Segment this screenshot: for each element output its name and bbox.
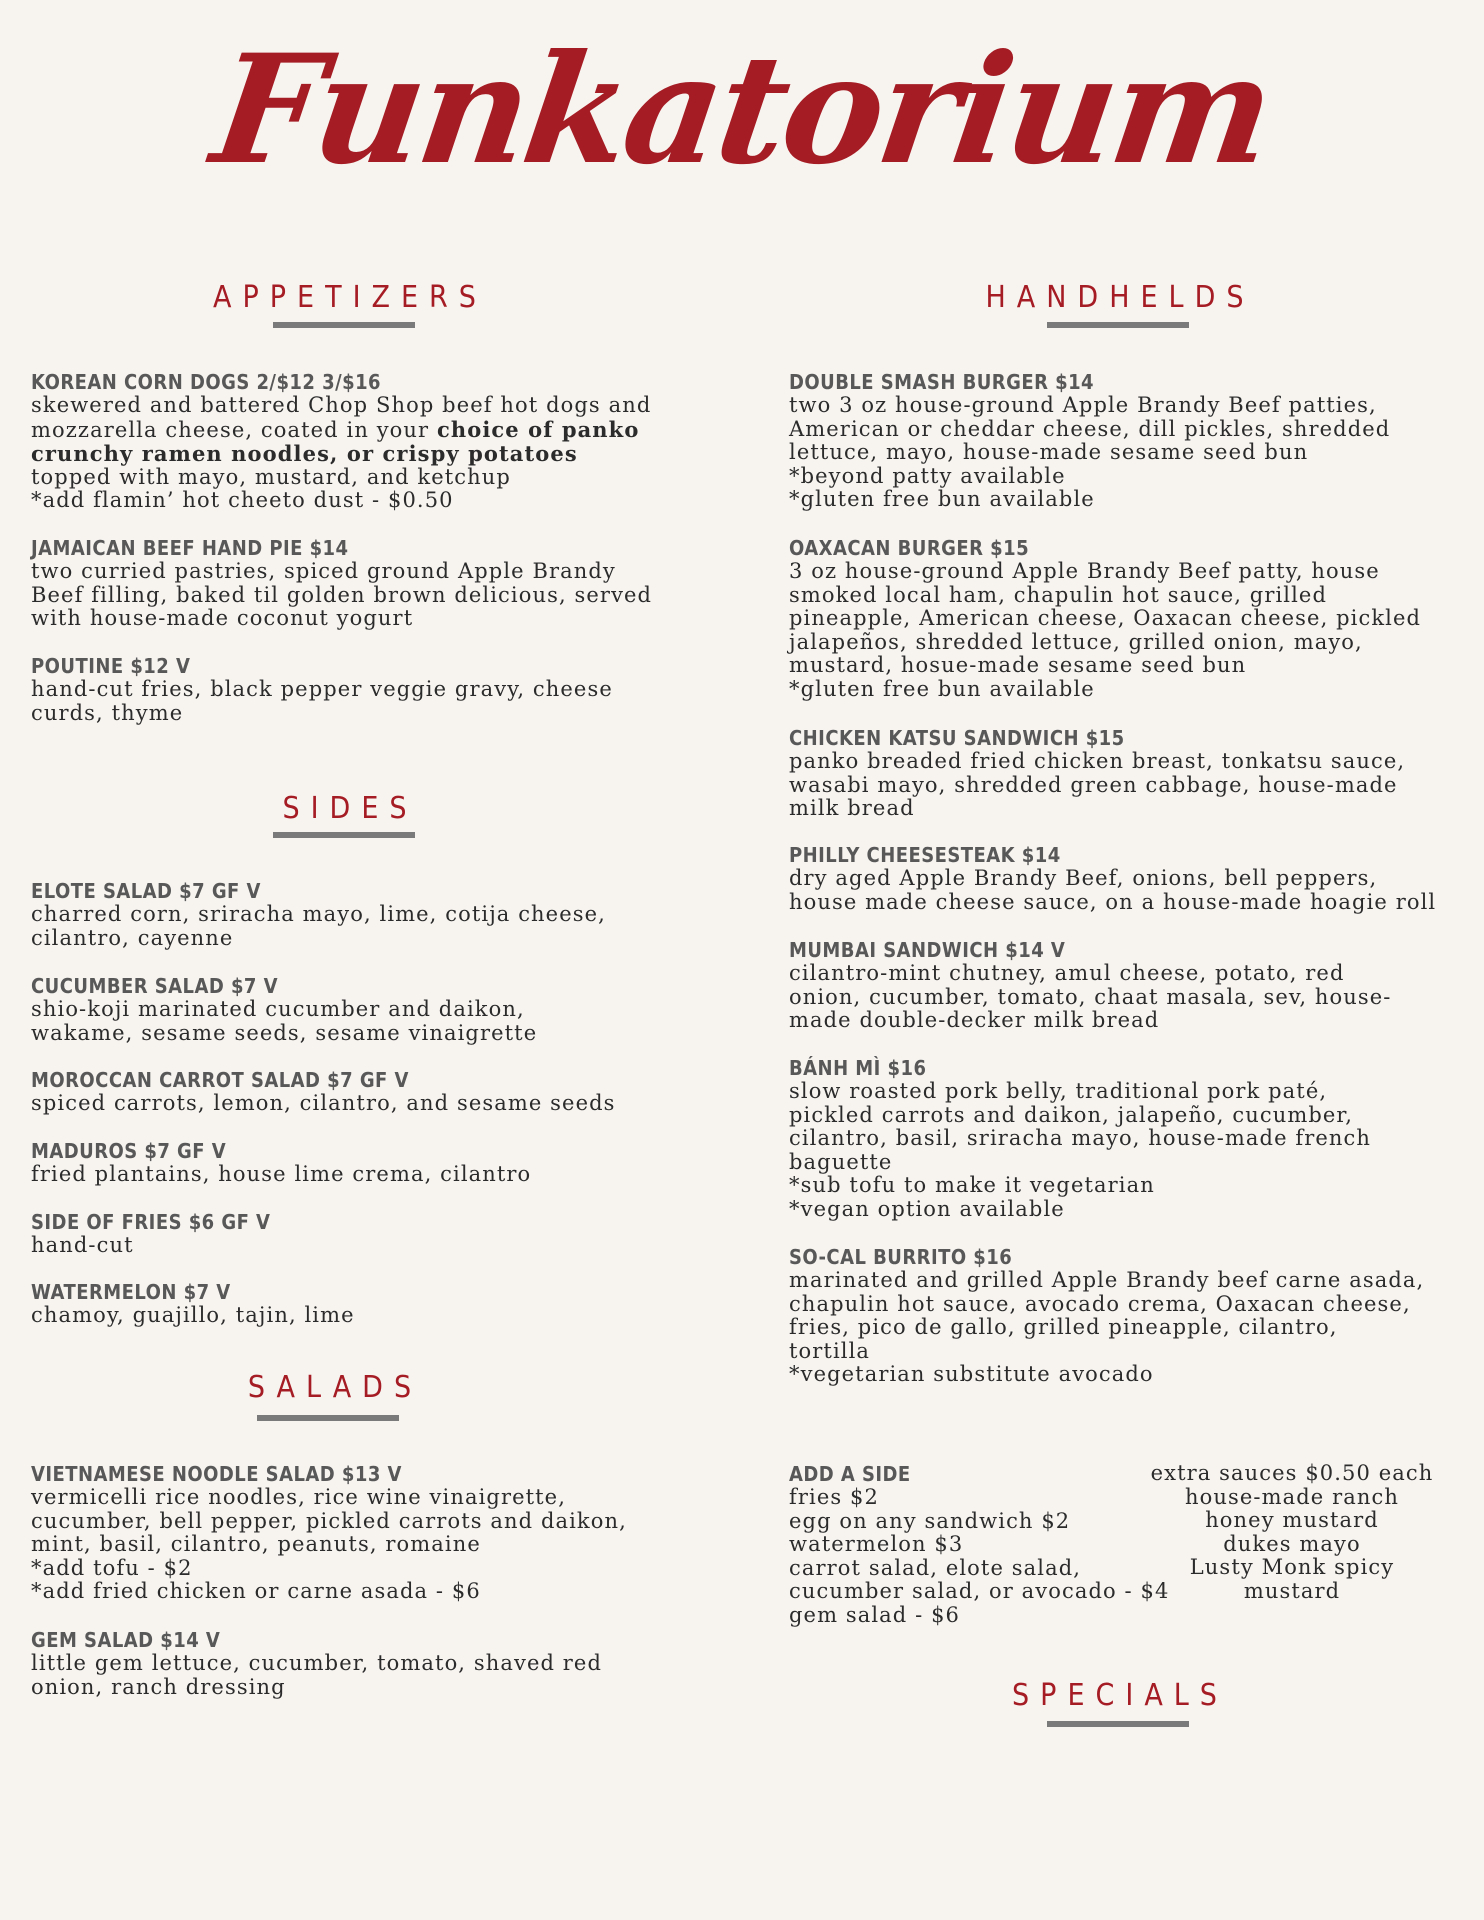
menu-item-elote-salad	[31, 879, 606, 950]
add-a-side-line: egg on any sandwich $2	[789, 1508, 1071, 1533]
menu-item-title: PHILLY CHEESESTEAK $14	[789, 843, 1061, 867]
add-a-side-line: cucumber salad, or avocado - $4	[789, 1579, 1170, 1604]
menu-item-double-smash-burger	[789, 370, 1390, 512]
menu-item-oaxacan-burger	[789, 536, 1421, 702]
add-a-side-line: gem salad - $6	[789, 1602, 961, 1627]
menu-item-desc: vermicelli rice noodles, rice wine vinaigrette,	[31, 1485, 566, 1509]
menu-item-desc: cilantro, basil, sriracha mayo, house-made french	[789, 1126, 1372, 1151]
menu-item-desc: mustard, hosue-made sesame seed bun	[789, 653, 1247, 678]
heading-salads: SALADS	[247, 1370, 423, 1405]
menu-item-title: SO-CAL BURRITO $16	[789, 1245, 1013, 1269]
menu-item-desc: cucumber, bell pepper, pickled carrots and daikon,	[31, 1508, 627, 1533]
menu-item-desc: pickled carrots and daikon, jalapeño, cucumber,	[789, 1102, 1354, 1127]
menu-item-desc: pineapple, American cheese, Oaxacan cheese, pickled	[789, 606, 1422, 631]
menu-item-desc: mozzarella cheese, coated in your	[31, 417, 437, 442]
menu-item-desc: house made cheese sauce, on a house-made hoagie roll	[789, 889, 1437, 914]
menu-item-side-of-fries	[31, 1210, 297, 1258]
menu-item-desc: marinated and grilled Apple Brandy beef carne asada,	[789, 1268, 1425, 1292]
menu-item-desc: fries, pico de gallo, grilled pineapple, cilantro,	[789, 1315, 1338, 1340]
menu-item-desc: two 3 oz house-ground Apple Brandy Beef patties,	[789, 393, 1377, 417]
menu-item-desc: baguette	[789, 1149, 893, 1174]
add-a-side	[789, 1462, 1169, 1628]
menu-item-desc: shio-koji marinated cucumber and daikon,	[31, 997, 525, 1021]
menu-item-desc: 3 oz house-ground Apple Brandy Beef patty, house	[789, 559, 1380, 583]
menu-item-desc: jalapeños, shredded lettuce, grilled onion, mayo,	[789, 629, 1363, 654]
menu-item-desc: lettuce, mayo, house-made sesame seed bun	[789, 440, 1309, 465]
add-a-side-line: carrot salad, elote salad,	[789, 1555, 1082, 1580]
menu-item-desc-bold: crunchy ramen noodles, or crispy potatoes	[31, 441, 578, 467]
sauce-line: house-made ranch	[1185, 1484, 1399, 1509]
menu-item-title: MADUROS $7 GF V	[31, 1139, 227, 1163]
menu-item-title: GEM SALAD $14 V	[31, 1628, 221, 1652]
menu-item-title: WATERMELON $7 V	[31, 1280, 231, 1304]
menu-item-desc: wakame, sesame seeds, sesame vinaigrette	[31, 1020, 538, 1045]
menu-item-poutine	[31, 654, 613, 725]
menu-item-mumbai-sandwich	[789, 938, 1391, 1033]
menu-item-watermelon	[31, 1280, 355, 1328]
menu-item-desc: tortilla	[789, 1338, 871, 1363]
menu-item-desc: *gluten free bun available	[789, 487, 1095, 512]
sauce-line: extra sauces $0.50 each	[1150, 1461, 1434, 1485]
menu-item-desc: two curried pastries, spiced ground Apple Brandy	[31, 559, 616, 583]
menu-item-desc: slow roasted pork belly, traditional pork paté,	[789, 1079, 1328, 1103]
menu-item-title: KOREAN CORN DOGS 2/$12 3/$16	[31, 370, 382, 394]
sauce-line: honey mustard	[1205, 1508, 1379, 1533]
menu-item-desc: *sub tofu to make it vegetarian	[789, 1173, 1155, 1198]
sauce-line: dukes mayo	[1223, 1531, 1361, 1556]
menu-item-gem-salad	[31, 1628, 602, 1699]
restaurant-logo: Funkatorium	[203, 22, 1281, 198]
menu-item-title: DOUBLE SMASH BURGER $14	[789, 370, 1095, 394]
menu-item-banh-mi	[789, 1056, 1371, 1222]
menu-item-desc: chamoy, guajillo, tajin, lime	[31, 1303, 355, 1327]
menu-item-desc: onion, cucumber, tomato, chaat masala, sev, house-	[789, 984, 1392, 1009]
menu-item-desc-bold: choice of panko	[436, 416, 640, 442]
menu-item-vietnamese-noodle-salad	[31, 1462, 627, 1604]
menu-item-title: SIDE OF FRIES $6 GF V	[31, 1210, 271, 1234]
menu-item-desc: *gluten free bun available	[789, 676, 1095, 701]
menu-item-desc: chapulin hot sauce, avocado crema, Oaxacan cheese,	[789, 1291, 1411, 1316]
menu-item-desc: *vegetarian substitute avocado	[789, 1362, 1154, 1387]
menu-item-desc: hand-cut fries, black pepper veggie gravy, cheese	[31, 677, 613, 701]
menu-item-title: JAMAICAN BEEF HAND PIE $14	[31, 536, 349, 560]
menu-item-desc: *beyond patty available	[789, 463, 1066, 488]
menu-item-cucumber-salad	[31, 974, 537, 1045]
menu-item-desc: topped with mayo, mustard, and ketchup	[31, 464, 511, 489]
menu-item-desc: *vegan option available	[789, 1196, 1065, 1221]
menu-item-korean-corn-dogs	[31, 370, 651, 513]
menu-item-desc: *add flamin’ hot cheeto dust - $0.50	[31, 488, 454, 513]
menu-item-desc: fried plantains, house lime crema, cilantro	[31, 1162, 532, 1186]
menu-item-desc: cilantro-mint chutney, amul cheese, potato, red	[789, 961, 1345, 985]
menu-item-desc: charred corn, sriracha mayo, lime, cotija cheese,	[31, 902, 606, 926]
menu-item-desc: Beef filling, baked til golden brown delicious, served	[31, 582, 653, 607]
heading-underline	[1047, 1721, 1189, 1727]
heading-handhelds: HANDHELDS	[985, 280, 1255, 315]
menu-item-desc: *add tofu - $2	[31, 1555, 193, 1580]
sauce-line: Lusty Monk spicy	[1189, 1555, 1395, 1580]
menu-item-desc: hand-cut	[31, 1233, 134, 1257]
menu-item-desc: American or cheddar cheese, dill pickles, shredded	[789, 416, 1391, 441]
menu-item-desc: with house-made coconut yogurt	[31, 606, 414, 631]
menu-item-desc: cilantro, cayenne	[31, 925, 234, 950]
menu-item-so-cal-burrito	[789, 1245, 1424, 1387]
menu-item-desc: made double-decker milk bread	[789, 1008, 1160, 1033]
menu-item-moroccan-carrot-salad	[31, 1068, 616, 1116]
menu-item-chicken-katsu-sandwich	[789, 726, 1405, 821]
heading-sides: SIDES	[282, 791, 418, 826]
add-a-side-line: fries $2	[789, 1485, 879, 1509]
menu-item-title: MOROCCAN CARROT SALAD $7 GF V	[31, 1068, 409, 1092]
heading-appetizers: APPETIZERS	[213, 280, 487, 315]
heading-underline	[273, 832, 415, 838]
add-a-side-line: watermelon $3	[789, 1532, 964, 1557]
heading-specials: SPECIALS	[1012, 1678, 1228, 1713]
menu-item-desc: mint, basil, cilantro, peanuts, romaine	[31, 1532, 481, 1557]
menu-item-desc: skewered and battered Chop Shop beef hot dogs and	[31, 393, 652, 417]
menu-item-desc: smoked local ham, chapulin hot sauce, grilled	[789, 582, 1327, 607]
extra-sauces	[1142, 1462, 1442, 1604]
menu-item-title: CHICKEN KATSU SANDWICH $15	[789, 726, 1125, 750]
menu-item-title: ELOTE SALAD $7 GF V	[31, 879, 261, 903]
menu-item-title: CUCUMBER SALAD $7 V	[31, 974, 279, 998]
menu-item-desc: curds, thyme	[31, 700, 184, 725]
menu-item-philly-cheesesteak	[789, 843, 1436, 914]
menu-item-desc: milk bread	[789, 796, 915, 821]
add-a-side-title: ADD A SIDE	[789, 1462, 911, 1486]
menu-item-desc: *add fried chicken or carne asada - $6	[31, 1579, 481, 1604]
menu-item-title: OAXACAN BURGER $15	[789, 536, 1030, 560]
heading-underline	[257, 1415, 399, 1421]
sauce-line: mustard	[1243, 1578, 1341, 1603]
heading-underline	[1047, 322, 1189, 328]
menu-item-desc: dry aged Apple Brandy Beef, onions, bell peppers,	[789, 866, 1378, 890]
menu-item-desc: wasabi mayo, shredded green cabbage, house-made	[789, 772, 1398, 797]
menu-item-desc: onion, ranch dressing	[31, 1674, 286, 1699]
menu-item-title: VIETNAMESE NOODLE SALAD $13 V	[31, 1462, 402, 1486]
menu-item-jamaican-beef-hand-pie	[31, 536, 652, 631]
menu-item-desc: little gem lettuce, cucumber, tomato, shaved red	[31, 1651, 603, 1675]
menu-item-title: BÁNH MÌ $16	[789, 1056, 927, 1080]
heading-underline	[273, 322, 415, 328]
menu-item-maduros	[31, 1139, 531, 1187]
menu-item-title: POUTINE $12 V	[31, 654, 191, 678]
menu-item-desc: spiced carrots, lemon, cilantro, and sesame seeds	[31, 1091, 616, 1115]
menu-item-desc: panko breaded fried chicken breast, tonkatsu sauce,	[789, 749, 1406, 773]
menu-item-title: MUMBAI SANDWICH $14 V	[789, 938, 1066, 962]
